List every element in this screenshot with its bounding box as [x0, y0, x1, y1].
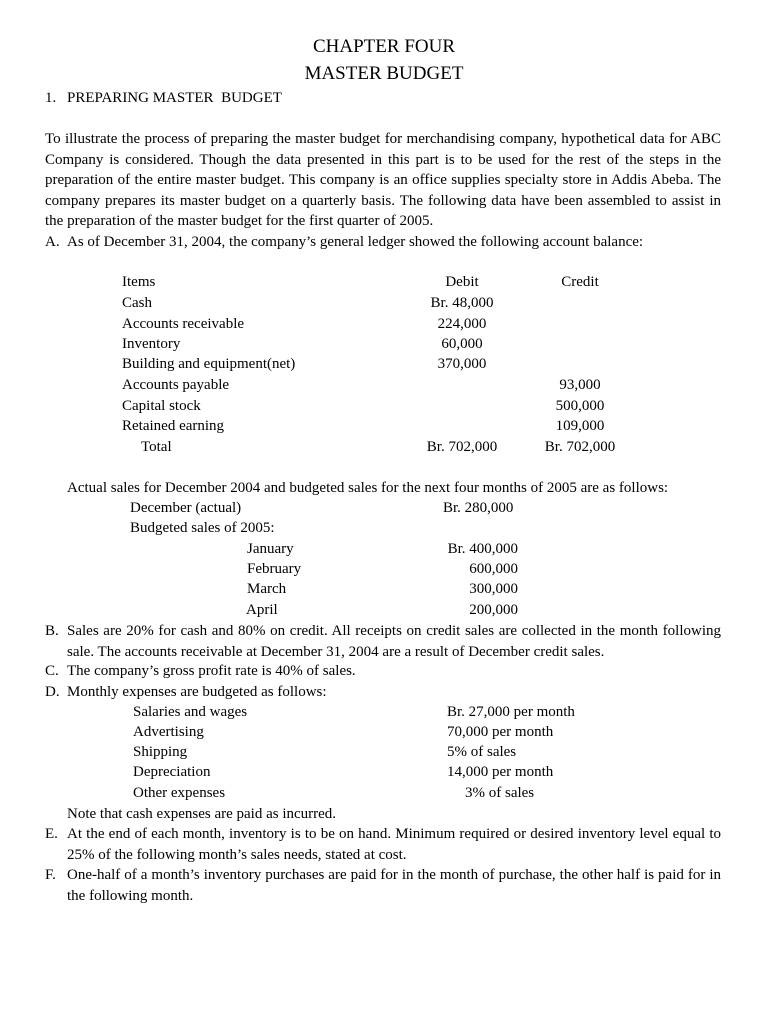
item-a-marker: A.	[45, 234, 60, 250]
sales-month-label: March	[247, 581, 287, 597]
ledger-row-credit: 500,000	[555, 398, 605, 414]
expense-name: Shipping	[133, 744, 188, 760]
item-c-text: The company’s gross profit rate is 40% of sales.	[67, 663, 356, 679]
ledger-row-debit: 370,000	[437, 356, 487, 372]
item-a-text: As of December 31, 2004, the company’s general ledger showed the following account balance:	[67, 234, 644, 250]
item-d-text: Monthly expenses are budgeted as follows:	[67, 684, 327, 700]
expenses-note: Note that cash expenses are paid as incurred.	[67, 806, 337, 822]
expense-name: Depreciation	[133, 764, 211, 780]
expense-amount: 14,000 per month	[447, 764, 554, 780]
ledger-total-debit: Br. 702,000	[426, 439, 498, 455]
sales-month-value: 200,000	[469, 602, 518, 618]
item-b-text: Sales are 20% for cash and 80% on credit. All receipts on credit sales are collected in the month following sale. The accounts receivable at December 31, 2004 are a result of December credit sales.	[67, 623, 721, 660]
sales-intro: Actual sales for December 2004 and budgeted sales for the next four months of 2005 are as follows:	[67, 480, 669, 496]
chapter-heading: CHAPTER FOUR	[313, 36, 455, 57]
ledger-row-debit: Br. 48,000	[430, 295, 494, 311]
page-title: MASTER BUDGET	[304, 63, 464, 84]
expense-amount: 5% of sales	[447, 744, 517, 760]
sales-month-label: January	[247, 541, 294, 557]
ledger-row-item: Cash	[122, 295, 152, 311]
section-number: 1.	[45, 90, 57, 106]
ledger-row-item: Accounts payable	[122, 377, 230, 393]
sales-month-value: 600,000	[469, 561, 518, 577]
ledger-row-debit: 224,000	[437, 316, 487, 332]
sales-december-label: December (actual)	[130, 500, 242, 516]
ledger-total-label: Total	[141, 439, 172, 455]
expense-amount: 70,000 per month	[447, 724, 554, 740]
ledger-row-item: Inventory	[122, 336, 181, 352]
item-b-marker: B.	[45, 623, 59, 639]
sales-month-label: February	[247, 561, 302, 577]
item-d-marker: D.	[45, 684, 60, 700]
ledger-row-debit: 60,000	[441, 336, 483, 352]
item-e-marker: E.	[45, 826, 58, 842]
expense-amount: Br. 27,000 per month	[447, 704, 575, 720]
intro-paragraph: To illustrate the process of preparing the master budget for merchandising company, hypothetical data for ABC Company is considered. Though the data presented in this part is to be used for the rest of the steps in the preparation of the entire master budget. This company is an office supplies specialty store in Addis Abeba. The company prepares its master budget on a quarterly basis. The following data have been assembled to assist in the preparation of the master budget for the first quarter of 2005.	[45, 131, 721, 229]
item-f-text: One-half of a month’s inventory purchases are paid for in the month of purchase, the other half is paid for in the following month.	[67, 867, 721, 904]
ledger-header-debit: Debit	[445, 274, 479, 290]
ledger-row-credit: 93,000	[559, 377, 601, 393]
ledger-header-credit: Credit	[561, 274, 599, 290]
expense-name: Advertising	[133, 724, 204, 740]
sales-month-label: April	[246, 602, 278, 618]
ledger-total-credit: Br. 702,000	[544, 439, 616, 455]
item-f-marker: F.	[45, 867, 56, 883]
expense-name: Other expenses	[133, 785, 226, 801]
ledger-row-item: Building and equipment(net)	[122, 356, 296, 372]
sales-month-value: Br. 400,000	[447, 541, 518, 557]
sales-month-value: 300,000	[469, 581, 518, 597]
sales-december-value: Br. 280,000	[443, 500, 514, 516]
expense-amount: 3% of sales	[465, 785, 535, 801]
ledger-row-item: Accounts receivable	[122, 316, 245, 332]
item-e-text: At the end of each month, inventory is to be on hand. Minimum required or desired inventory level equal to 25% of the following month’s sales needs, stated at cost.	[67, 826, 721, 863]
section-title: PREPARING MASTER BUDGET	[67, 90, 282, 106]
item-c-marker: C.	[45, 663, 59, 679]
expense-name: Salaries and wages	[133, 704, 248, 720]
ledger-header-items: Items	[122, 274, 156, 290]
sales-budgeted-label: Budgeted sales of 2005:	[130, 520, 275, 536]
ledger-row-credit: 109,000	[555, 418, 605, 434]
ledger-row-item: Retained earning	[122, 418, 225, 434]
ledger-row-item: Capital stock	[122, 398, 201, 414]
